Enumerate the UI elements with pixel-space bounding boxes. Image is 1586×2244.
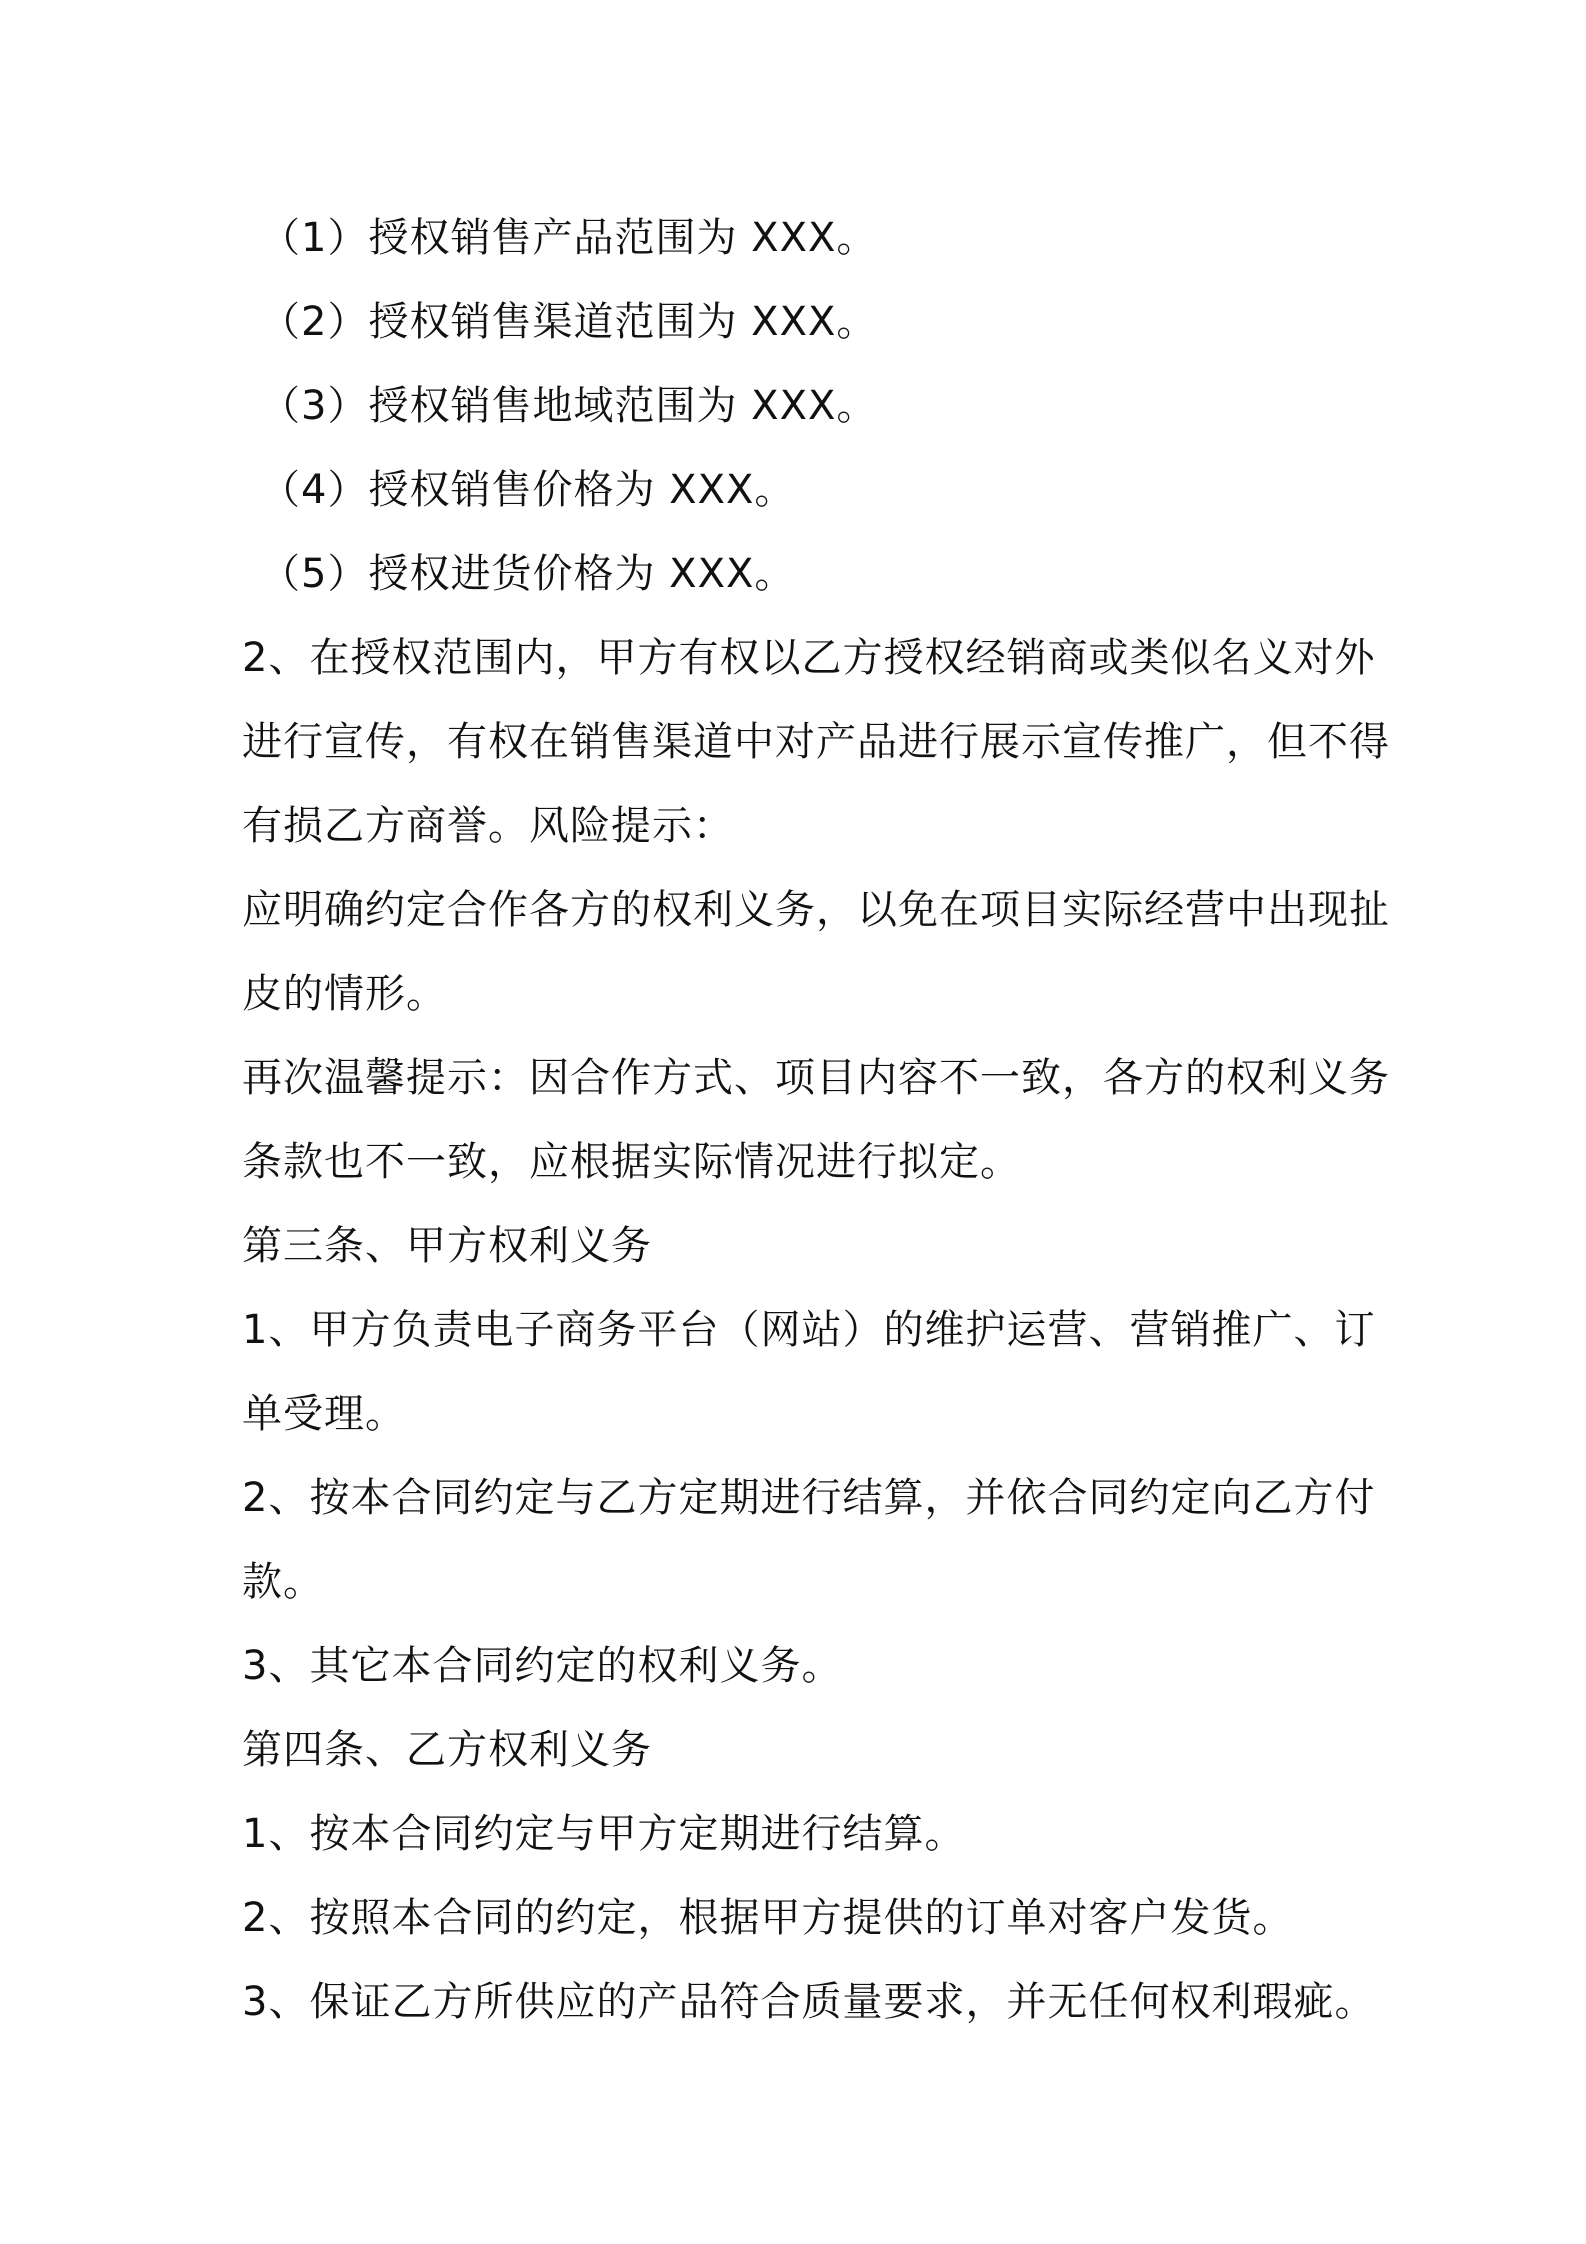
article-4-item-2: 2、按照本合同的约定，根据甲方提供的订单对客户发货。 [242, 1895, 1294, 1941]
article-3-item-2-line-2: 款。 [242, 1559, 324, 1605]
reminder-line-2: 条款也不一致，应根据实际情况进行拟定。 [242, 1139, 1021, 1185]
article-3-heading: 第三条、甲方权利义务 [242, 1223, 652, 1269]
scope-item-products: （1）授权销售产品范围为 XXX。 [260, 215, 878, 261]
scope-item-regions: （3）授权销售地域范围为 XXX。 [260, 383, 878, 429]
article-4-item-3: 3、保证乙方所供应的产品符合质量要求，并无任何权利瑕疵。 [242, 1979, 1376, 2025]
article-4-item-1: 1、按本合同约定与甲方定期进行结算。 [242, 1811, 966, 1857]
article-3-item-3: 3、其它本合同约定的权利义务。 [242, 1643, 843, 1689]
scope-item-purchase-price: （5）授权进货价格为 XXX。 [260, 551, 796, 597]
risk-note-line-1: 应明确约定合作各方的权利义务，以免在项目实际经营中出现扯 [242, 887, 1390, 933]
scope-item-sale-price: （4）授权销售价格为 XXX。 [260, 467, 796, 513]
clause-2-line-1: 2、在授权范围内，甲方有权以乙方授权经销商或类似名义对外 [242, 635, 1376, 681]
clause-2-line-2: 进行宣传，有权在销售渠道中对产品进行展示宣传推广，但不得 [242, 719, 1390, 765]
article-3-item-1-line-1: 1、甲方负责电子商务平台（网站）的维护运营、营销推广、订 [242, 1307, 1376, 1353]
article-3-item-2-line-1: 2、按本合同约定与乙方定期进行结算，并依合同约定向乙方付 [242, 1475, 1376, 1521]
article-4-heading: 第四条、乙方权利义务 [242, 1727, 652, 1773]
reminder-line-1: 再次温馨提示：因合作方式、项目内容不一致，各方的权利义务 [242, 1055, 1390, 1101]
clause-2-line-3: 有损乙方商誉。风险提示： [242, 803, 734, 849]
scope-item-channels: （2）授权销售渠道范围为 XXX。 [260, 299, 878, 345]
article-3-item-1-line-2: 单受理。 [242, 1391, 406, 1437]
risk-note-line-2: 皮的情形。 [242, 971, 447, 1017]
